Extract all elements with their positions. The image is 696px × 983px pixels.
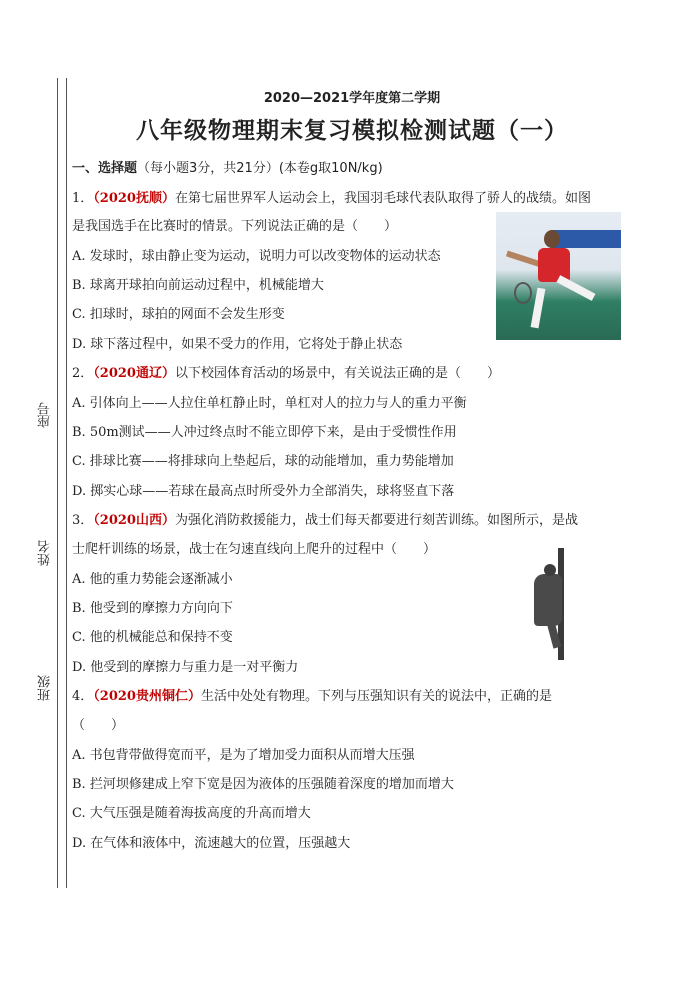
question-source: （2020山西） bbox=[93, 513, 175, 528]
question-number: 2． bbox=[72, 366, 94, 381]
racket-icon bbox=[514, 282, 532, 304]
question-3-option-d: D. 他受到的摩擦力与重力是一对平衡力 bbox=[72, 660, 299, 675]
question-text: 在第七届世界军人运动会上，我国羽毛球代表队取得了骄人的战绩。如图 bbox=[174, 191, 591, 206]
question-2-option-d: D. 掷实心球——若球在最高点时所受外力全部消失，球将竖直下落 bbox=[72, 484, 455, 499]
pole-climbing-figure bbox=[528, 548, 576, 660]
question-2-option-b: B. 50m测试——人冲过终点时不能立即停下来，是由于受惯性作用 bbox=[72, 425, 457, 440]
soldier-head-shape bbox=[544, 564, 556, 576]
soldier-body-shape bbox=[534, 574, 562, 626]
question-4-stem-line-1 bbox=[72, 688, 552, 706]
exam-title: 八年级物理期末复习模拟检测试题（一） bbox=[136, 117, 568, 144]
question-number: 4． bbox=[72, 689, 94, 704]
question-text: 为强化消防救援能力，战士们每天都要进行刻苦训练。如图所示，是战 bbox=[174, 513, 578, 528]
question-source: （2020抚顺） bbox=[93, 191, 175, 206]
question-text: 以下校园体育活动的场景中，有关说法正确的是（ ） bbox=[174, 366, 500, 381]
question-number: 3． bbox=[72, 513, 94, 528]
question-1-option-b: B. 球离开球拍向前运动过程中，机械能增大 bbox=[72, 278, 324, 293]
player-arm-shape bbox=[506, 251, 542, 268]
question-1-stem-line-1 bbox=[72, 190, 591, 208]
question-1-option-c: C. 扣球时，球拍的网面不会发生形变 bbox=[72, 307, 285, 322]
question-4-option-a: A. 书包背带做得宽而平，是为了增加受力面积从而增大压强 bbox=[72, 748, 415, 763]
question-source: （2020贵州铜仁） bbox=[93, 689, 201, 704]
question-3-stem-line-2: 士爬杆训练的场景，战士在匀速直线向上爬升的过程中（ ） bbox=[72, 542, 437, 557]
question-text: 生活中处处有物理。下列与压强知识有关的说法中，正确的是 bbox=[200, 689, 552, 704]
question-4-stem-line-2: （ ） bbox=[72, 718, 125, 733]
question-3-option-c: C. 他的机械能总和保持不变 bbox=[72, 630, 233, 645]
section-heading bbox=[72, 160, 383, 178]
semester-heading: 2020—2021学年度第二学期 bbox=[263, 91, 441, 106]
question-2-option-c: C. 排球比赛——将排球向上垫起后，球的动能增加，重力势能增加 bbox=[72, 454, 454, 469]
question-3-option-b: B. 他受到的摩擦力方向向下 bbox=[72, 601, 233, 616]
question-1-option-d: D. 球下落过程中，如果不受力的作用，它将处于静止状态 bbox=[72, 337, 403, 352]
player-leg-shape bbox=[531, 288, 546, 329]
binding-margin-line bbox=[57, 78, 67, 888]
event-banner-graphic bbox=[551, 230, 621, 248]
seat-label: 座号 bbox=[38, 402, 53, 428]
class-label: 班级 bbox=[38, 675, 53, 701]
question-1-option-a: A. 发球时，球由静止变为运动，说明力可以改变物体的运动状态 bbox=[72, 249, 441, 264]
question-1-stem-line-2: 是我国选手在比赛时的情景。下列说法正确的是（ ） bbox=[72, 219, 398, 234]
question-4-option-d: D. 在气体和液体中，流速越大的位置，压强越大 bbox=[72, 836, 351, 851]
section-instructions: （每小题3分，共21分）(本卷g取10N/kg) bbox=[137, 161, 383, 176]
question-source: （2020通辽） bbox=[93, 366, 175, 381]
question-2-stem-line-1 bbox=[72, 365, 500, 383]
question-4-option-b: B. 拦河坝修建成上窄下宽是因为液体的压强随着深度的增加而增大 bbox=[72, 777, 454, 792]
name-label: 姓名 bbox=[38, 540, 53, 566]
question-3-stem-line-1 bbox=[72, 512, 578, 530]
player-leg-shape bbox=[556, 275, 595, 301]
section-head: 一、选择题 bbox=[72, 161, 138, 176]
question-4-option-c: C. 大气压强是随着海拔高度的升高而增大 bbox=[72, 806, 311, 821]
question-number: 1． bbox=[72, 191, 94, 206]
question-2-option-a: A. 引体向上——人拉住单杠静止时，单杠对人的拉力与人的重力平衡 bbox=[72, 396, 467, 411]
player-head-shape bbox=[544, 230, 560, 248]
badminton-player-photo bbox=[496, 212, 621, 340]
question-3-option-a: A. 他的重力势能会逐渐减小 bbox=[72, 572, 233, 587]
